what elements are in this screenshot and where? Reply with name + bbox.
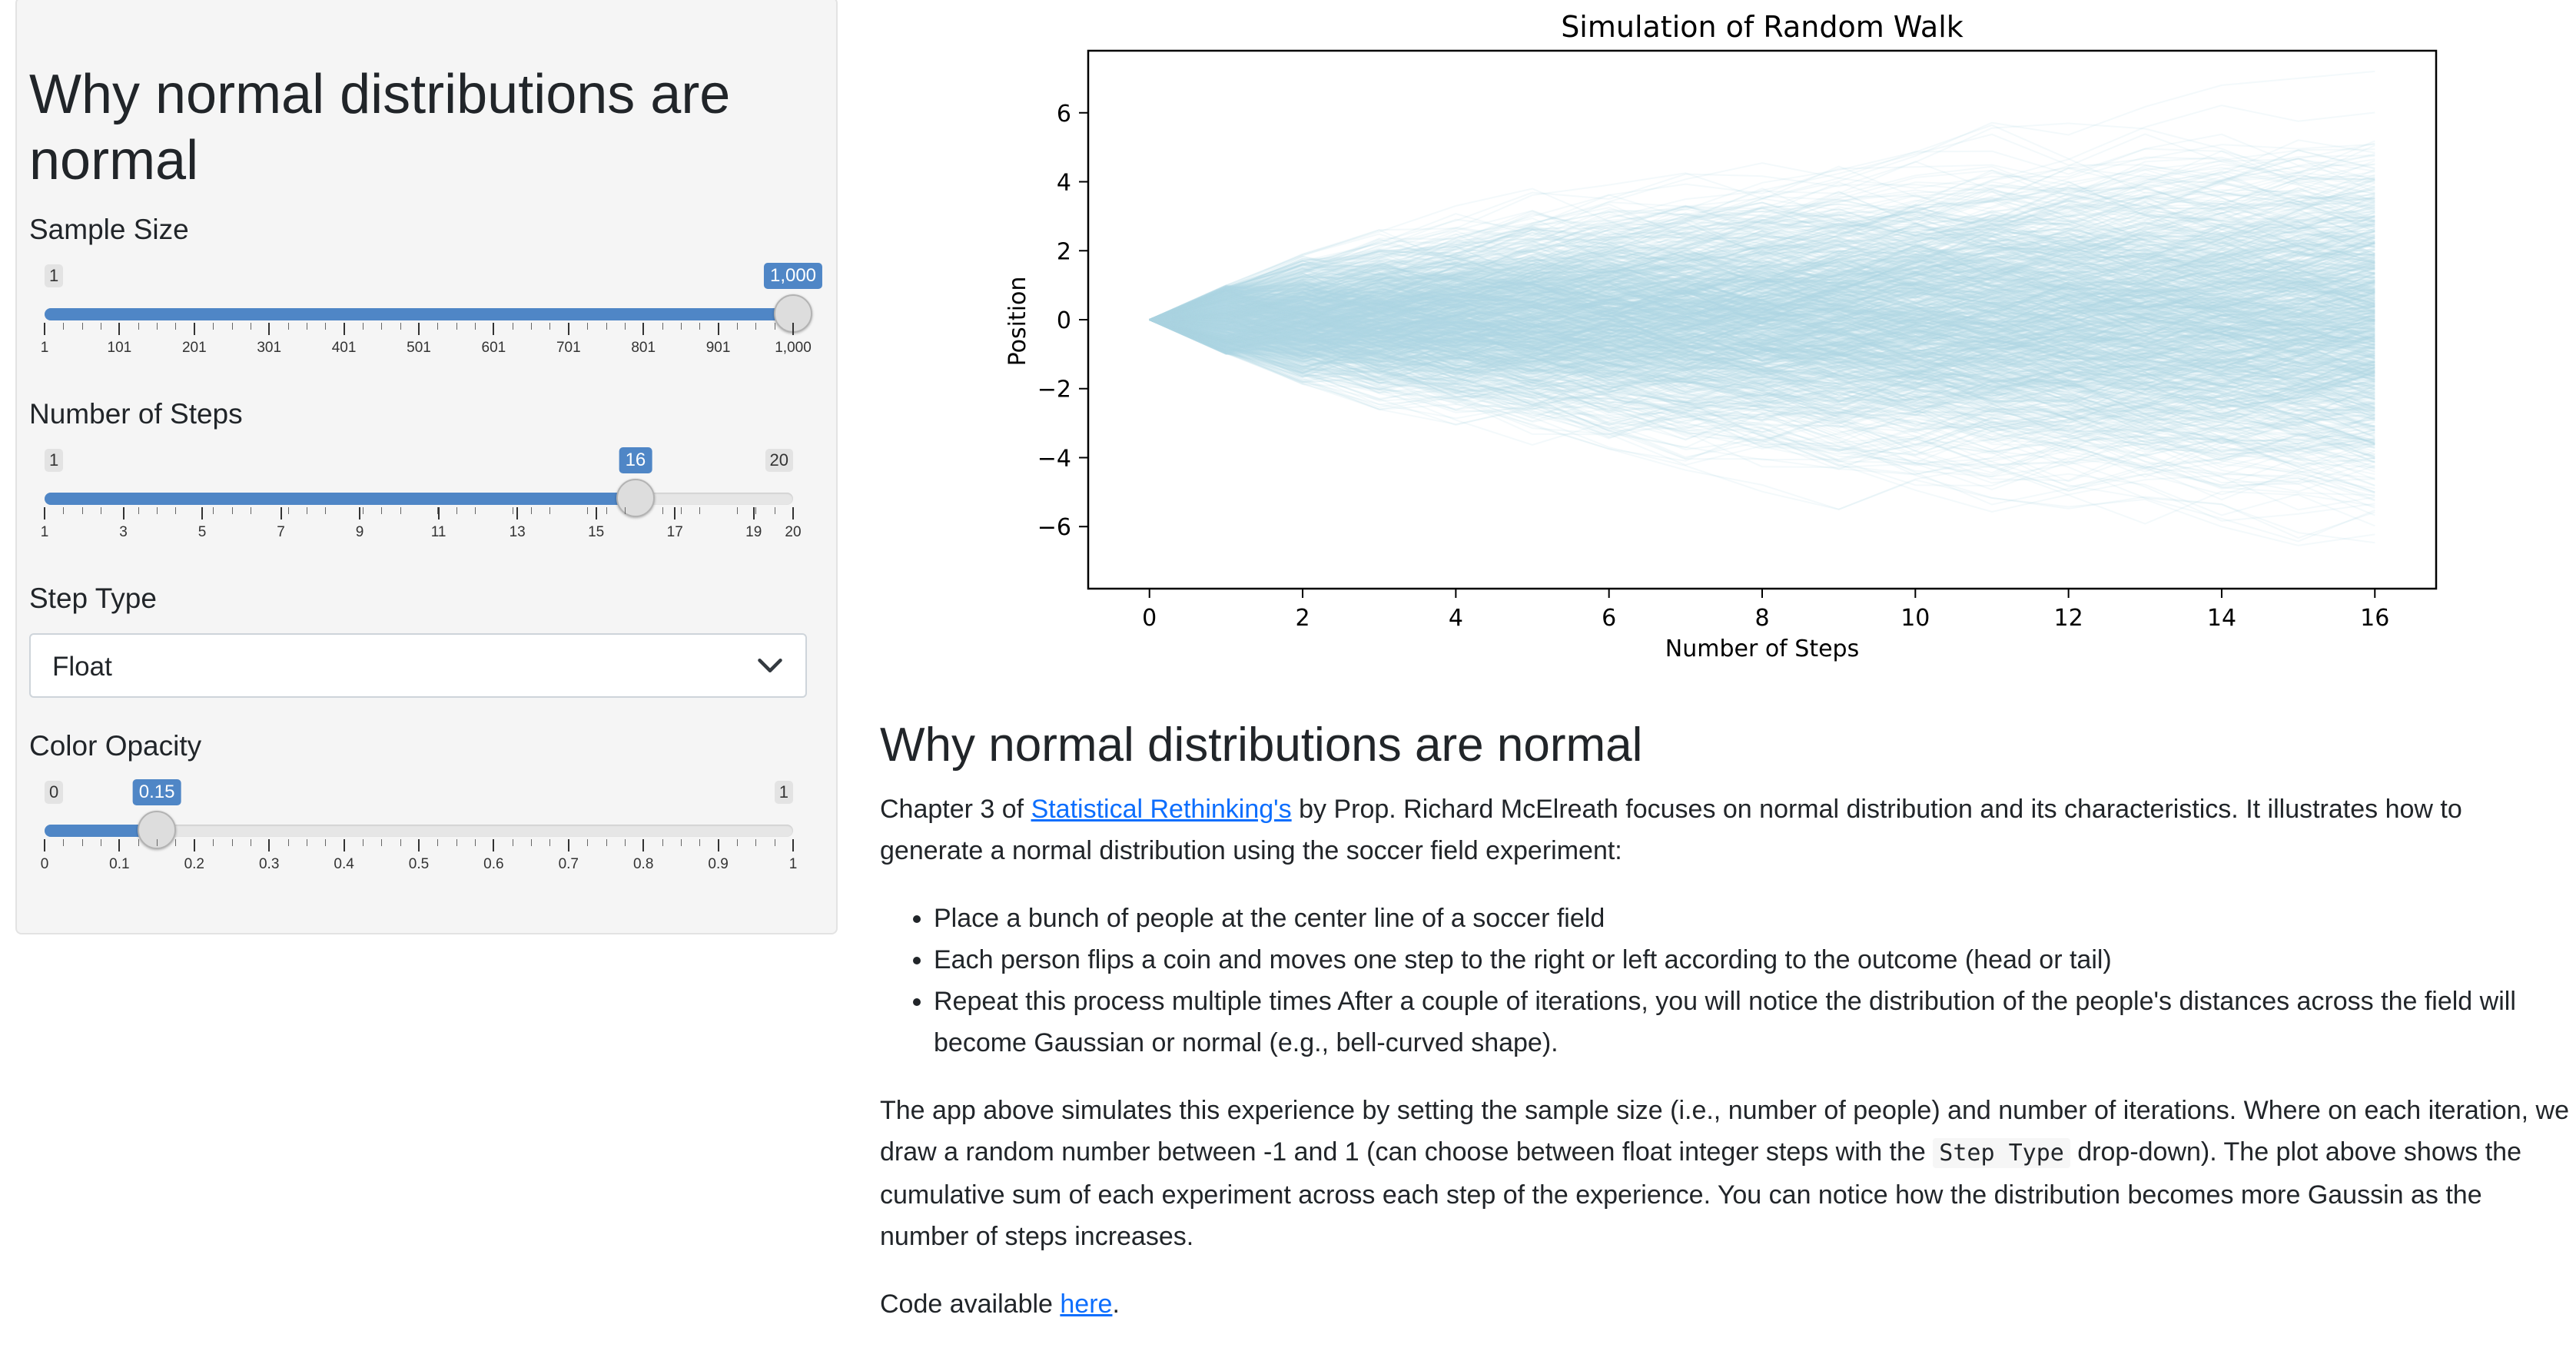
slider-minor-tick [232,323,233,330]
x-tick-label: 6 [1602,605,1617,632]
chart-title: Simulation of Random Walk [1561,10,1964,44]
slider-minor-tick [456,507,457,514]
slider-tick-label: 13 [509,524,526,540]
slider-tick-label: 701 [556,340,581,356]
list-item: • Each person flips a coin and moves one step to the right or left according to the outcome (head or tail) [934,939,2571,981]
slider-tick-label: 0.6 [483,856,504,872]
slider-tick-label: 0 [40,856,49,872]
slider-minor-tick [662,839,663,846]
slider-tick-label: 0.1 [109,856,130,872]
step-type-code: Step Type [1933,1138,2070,1168]
slider-tick-label: 1,000 [775,340,812,356]
slider-tick [568,323,569,335]
slider-tick [642,323,644,335]
slider-tick-label: 0.4 [334,856,354,872]
slider-minor-tick [531,323,532,330]
slider-minor-tick [549,323,550,330]
slider-fill [45,493,636,505]
slider-tick [344,323,345,335]
slider-tick [792,323,794,335]
x-axis [1142,589,2389,632]
slider-minor-tick [437,507,438,514]
slider-minor-tick [737,507,738,514]
slider-tick [493,839,494,851]
slider-tick-label: 15 [588,524,605,540]
chevron-down-icon [756,652,784,679]
slider-minor-tick [475,507,476,514]
slider-fill [45,308,793,320]
slider-tick [568,839,569,851]
slider-minor-tick [606,323,607,330]
slider-minor-tick [213,323,214,330]
slider-minor-tick [325,323,326,330]
slider-tick-label: 20 [785,524,802,540]
slider-minor-tick [437,323,438,330]
slider-tick [516,507,518,519]
explanation-paragraph [880,1090,2571,1257]
slider-tick-label: 0.3 [258,856,280,872]
slider-minor-tick [475,323,476,330]
num-steps-slider[interactable] [29,412,808,540]
slider-minor-tick [531,507,532,514]
num-steps-label: Number of Steps [29,398,243,430]
slider-tick-label: 1 [40,340,49,356]
slider-minor-tick [587,323,588,330]
slider-tick-label: 3 [119,524,128,540]
slider-minor-tick [288,323,289,330]
slider-minor-tick [232,507,233,514]
slider-minor-tick [138,839,139,846]
slider-ticks [29,323,812,369]
slider-minor-tick [699,507,700,514]
slider-tick-label: 19 [745,524,762,540]
slider-minor-tick [549,507,550,514]
slider-minor-tick [232,839,233,846]
slider-minor-tick [456,323,457,330]
slider-tick [753,507,755,519]
slider-value-bubble: 1,000 [764,263,822,289]
intro-prefix: Chapter 3 of [880,795,1031,824]
slider-tick [201,507,203,519]
intro-paragraph [880,788,2571,871]
slider-tick [792,839,794,851]
slider-minor-tick [213,507,214,514]
article-heading: Why normal distributions are normal [880,719,1643,772]
x-tick-label: 2 [1295,605,1310,632]
slider-minor-tick [437,839,438,846]
slider-minor-tick [157,507,158,514]
slider-ticks [29,507,808,553]
slider-minor-tick [625,323,626,330]
y-tick-label: 2 [1056,238,1071,266]
slider-minor-tick [138,323,139,330]
y-tick-label: −4 [1037,445,1071,473]
slider-minor-tick [400,507,401,514]
step-type-select[interactable] [29,633,807,698]
code-suffix: . [1112,1290,1120,1319]
slider-minor-tick [63,507,64,514]
slider-minor-tick [737,323,738,330]
y-tick-label: −6 [1037,514,1071,542]
x-tick-label: 16 [2360,605,2390,632]
slider-value-bubble: 16 [619,447,652,473]
code-prefix: Code available [880,1290,1061,1319]
slider-minor-tick [681,839,682,846]
slider-tick [118,839,120,851]
x-tick-label: 12 [2053,605,2083,632]
slider-minor-tick [456,839,457,846]
x-tick-label: 14 [2206,605,2237,632]
sample-size-label: Sample Size [29,214,189,245]
slider-tick [268,323,270,335]
slider-minor-tick [755,323,756,330]
slider-minor-tick [400,323,401,330]
slider-minor-tick [381,507,382,514]
x-axis-label: Number of Steps [1665,636,1860,662]
slider-tick [118,323,120,335]
slider-minor-tick [699,323,700,330]
slider-minor-tick [606,507,607,514]
slider-tick-label: 17 [666,524,683,540]
slider-tick [493,323,494,335]
slider-tick-label: 401 [331,340,357,356]
slider-tick-label: 601 [481,340,506,356]
slider-tick-label: 501 [407,340,431,356]
slider-minor-tick [381,839,382,846]
slider-minor-tick [175,839,176,846]
slider-tick-label: 201 [181,340,207,356]
intro-suffix: by Prop. Richard McElreath focuses on normal distribution and its characteristics. It illustrates how to generate a normal distribution using the soccer field experiment: [880,795,2462,865]
y-tick-label: −2 [1037,376,1071,403]
app-title: Why normal distributions are normal [29,64,731,191]
slider-minor-tick [381,323,382,330]
slider-minor-tick [63,323,64,330]
slider-tick-label: 301 [257,340,282,356]
slider-minor-tick [138,507,139,514]
slider-minor-tick [662,507,663,514]
slider-min-label: 1 [45,264,63,287]
slider-minor-tick [288,507,289,514]
slider-minor-tick [82,839,83,846]
slider-minor-tick [157,839,158,846]
slider-minor-tick [475,839,476,846]
article [880,715,2571,1351]
slider-tick-label: 901 [705,340,731,356]
explanation-suffix: drop-down). The plot above shows the cumulative sum of each experiment across each step of the experience. You can notice how the distribution becomes more Gaussin as the number of steps increases. [880,1137,2521,1251]
step-type-label: Step Type [29,583,157,614]
steps-list [880,898,2571,1064]
slider-tick-label: 0.2 [184,856,205,872]
opacity-slider[interactable] [29,744,808,872]
slider-tick [418,839,420,851]
slider-tick [194,839,195,851]
slider-tick-label: 9 [355,524,364,540]
slider-minor-tick [737,839,738,846]
slider-minor-tick [531,839,532,846]
slider-tick-label: 1 [40,524,49,540]
list-item: • Repeat this process multiple times After a couple of iterations, you will notice the distribution of the people's distances across the field will become Gaussian or normal (e.g., bell-curved shape). [934,981,2571,1064]
slider-minor-tick [325,507,326,514]
slider-tick-label: 0.9 [708,856,729,872]
y-tick-label: 6 [1056,100,1071,128]
code-paragraph [880,1283,2571,1325]
slider-tick [642,839,644,851]
slider-value-bubble: 0.15 [133,779,181,805]
step-type-selected-value: Float [52,652,112,682]
slider-tick-label: 0.7 [558,856,579,872]
slider-minor-tick [681,507,682,514]
x-tick-label: 0 [1142,605,1157,632]
slider-minor-tick [681,323,682,330]
slider-tick-label: 801 [631,340,656,356]
slider-minor-tick [625,507,626,514]
slider-max-label: 1 [775,781,793,804]
slider-tick-label: 0.8 [632,856,654,872]
slider-tick [123,507,124,519]
slider-minor-tick [213,839,214,846]
slider-minor-tick [699,839,700,846]
slider-tick-label: 0.5 [408,856,430,872]
slider-tick-label: 11 [430,524,446,540]
slider-tick-label: 1 [788,856,798,872]
slider-minor-tick [288,839,289,846]
slider-minor-tick [587,507,588,514]
slider-minor-tick [82,507,83,514]
slider-tick-label: 7 [277,524,285,540]
slider-tick [194,323,195,335]
slider-tick [359,507,360,519]
code-link[interactable]: here [1060,1290,1113,1319]
slider-tick [418,323,420,335]
slider-tick [792,507,794,519]
random-walk-chart [845,0,2567,692]
slider-minor-tick [755,507,756,514]
y-tick-label: 4 [1056,169,1071,197]
slider-tick-label: 101 [107,340,132,356]
slider-tick [281,507,282,519]
slider-minor-tick [325,839,326,846]
slider-minor-tick [662,323,663,330]
slider-minor-tick [755,839,756,846]
list-item: • Place a bunch of people at the center line of a soccer field [934,898,2571,939]
slider-minor-tick [587,839,588,846]
slider-min-label: 1 [45,449,63,472]
slider-minor-tick [549,839,550,846]
x-tick-label: 4 [1448,605,1463,632]
y-axis-label: Position [1004,276,1031,367]
x-tick-label: 8 [1754,605,1770,632]
slider-minor-tick [625,839,626,846]
slider-minor-tick [175,323,176,330]
slider-tick [44,839,45,851]
slider-tick [596,507,597,519]
slider-tick-label: 5 [198,524,207,540]
slider-minor-tick [157,323,158,330]
y-tick-label: 0 [1056,307,1071,334]
slider-minor-tick [63,839,64,846]
x-tick-label: 10 [1900,605,1930,632]
statistical-rethinking-link[interactable]: Statistical Rethinking's [1031,795,1292,824]
walk-lines [1150,71,2375,546]
slider-tick [718,839,719,851]
slider-tick [44,323,45,335]
slider-minor-tick [606,839,607,846]
slider-max-label: 20 [765,449,793,472]
slider-ticks [29,839,808,885]
opacity-label: Color Opacity [29,730,202,762]
sample-size-slider[interactable] [29,227,817,356]
slider-tick [718,323,719,335]
slider-tick [344,839,345,851]
slider-min-label: 0 [45,781,63,804]
slider-minor-tick [175,507,176,514]
slider-minor-tick [82,323,83,330]
explanation-prefix: The app above simulates this experience by setting the sample size (i.e., number of people) and number of iterations. Where on each iteration, we draw a random number between -1 and 1 (can choose between float integer steps with the [880,1096,2569,1167]
slider-tick [674,507,676,519]
slider-tick [44,507,45,519]
y-axis [1037,101,1088,541]
slider-minor-tick [400,839,401,846]
slider-tick [268,839,270,851]
